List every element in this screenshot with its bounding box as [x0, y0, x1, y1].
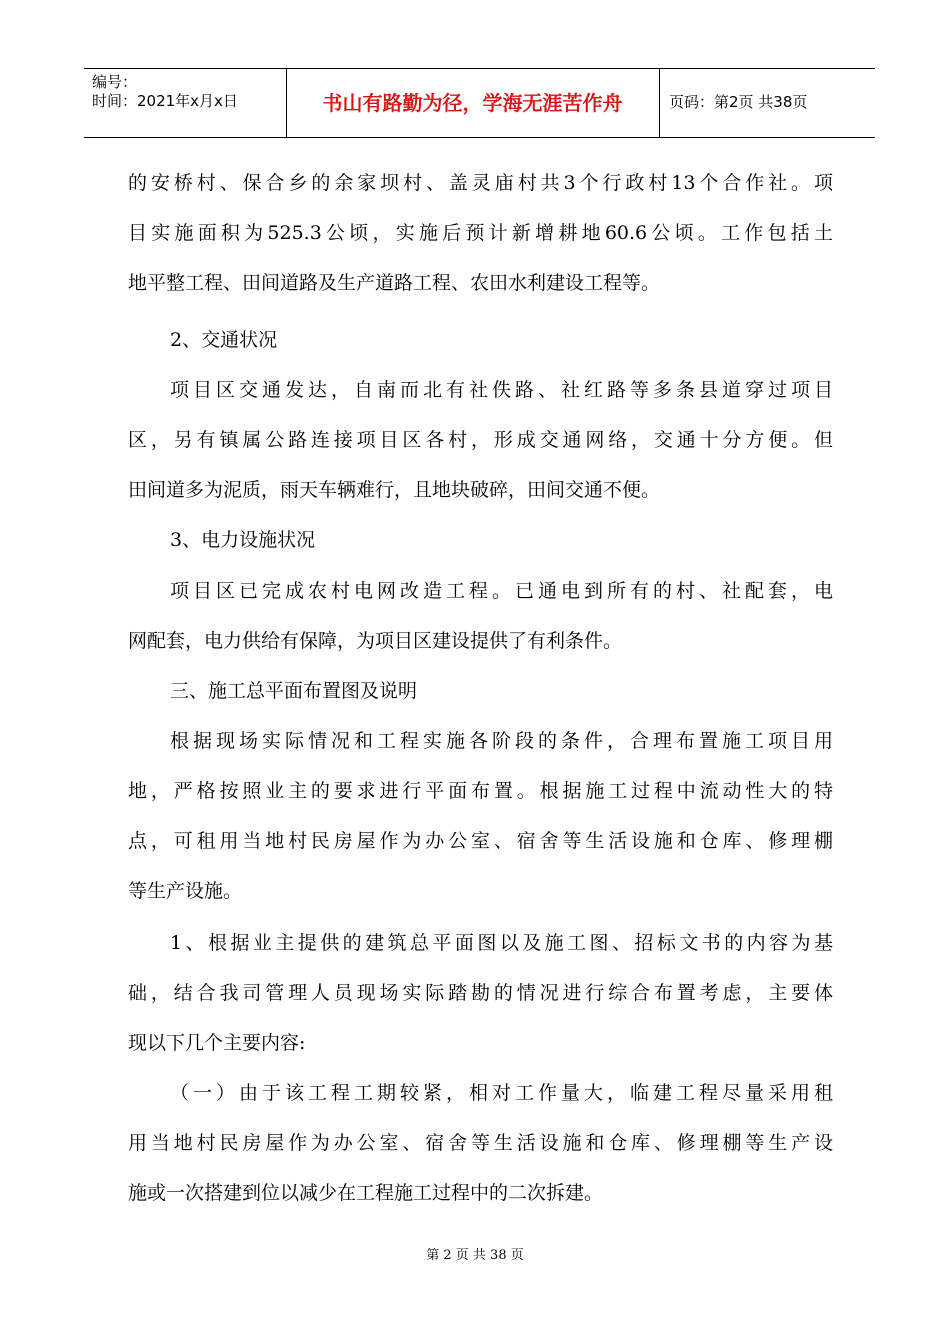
section-heading-layout: 三、施工总平面布置图及说明 [170, 680, 418, 702]
body-line: 地平整工程、田间道路及生产道路工程、农田水利建设工程等。 [128, 272, 661, 294]
body-line: 根据现场实际情况和工程实施各阶段的条件，合理布置施工项目用 [170, 730, 833, 752]
body-line: 1、根据业主提供的建筑总平面图以及施工图、招标文书的内容为基 [170, 932, 833, 954]
body-line: 项目区已完成农村电网改造工程。已通电到所有的村、社配套，电 [170, 580, 833, 602]
body-line: 现以下几个主要内容: [128, 1032, 306, 1054]
body-line: 等生产设施。 [128, 880, 243, 902]
section-heading-power: 3、电力设施状况 [170, 529, 316, 551]
page-footer: 第 2 页 共 38 页 [426, 1248, 524, 1263]
body-line: 网配套，电力供给有保障，为项目区建设提供了有利条件。 [128, 630, 623, 652]
body-line: 目实施面积为525.3公顷，实施后预计新增耕地60.6公顷。工作包括土 [128, 222, 833, 244]
header-page-info: 页码：第2页 共38页 [669, 93, 808, 111]
body-line: 的安桥村、保合乡的余家坝村、盖灵庙村共3个行政村13个合作社。项 [128, 172, 833, 194]
section-heading-traffic: 2、交通状况 [170, 329, 278, 351]
body-line: 项目区交通发达，自南而北有社佚路、社红路等多条县道穿过项目 [170, 379, 833, 401]
page-header [84, 68, 875, 138]
body-line: 用当地村民房屋作为办公室、宿舍等生活设施和仓库、修理棚等生产设 [128, 1132, 833, 1154]
body-line: 施或一次搭建到位以减少在工程施工过程中的二次拆建。 [128, 1182, 604, 1204]
body-line: 础，结合我司管理人员现场实际踏勘的情况进行综合布置考虑，主要体 [128, 982, 833, 1004]
body-line: 地，严格按照业主的要求进行平面布置。根据施工过程中流动性大的特 [128, 780, 833, 802]
document-time-label: 时间：2021年x月x日 [92, 92, 238, 110]
body-line: （一）由于该工程工期较紧，相对工作量大，临建工程尽量采用租 [170, 1082, 833, 1104]
header-divider-right [659, 69, 660, 137]
header-motto: 书山有路勤为径，学海无涯苦作舟 [322, 91, 623, 115]
body-line: 点，可租用当地村民房屋作为办公室、宿舍等生活设施和仓库、修理棚 [128, 830, 833, 852]
body-line: 区，另有镇属公路连接项目区各村，形成交通网络，交通十分方便。但 [128, 429, 833, 451]
document-number-label: 编号： [92, 73, 138, 91]
body-line: 田间道多为泥质，雨天车辆难行，且地块破碎，田间交通不便。 [128, 479, 661, 501]
